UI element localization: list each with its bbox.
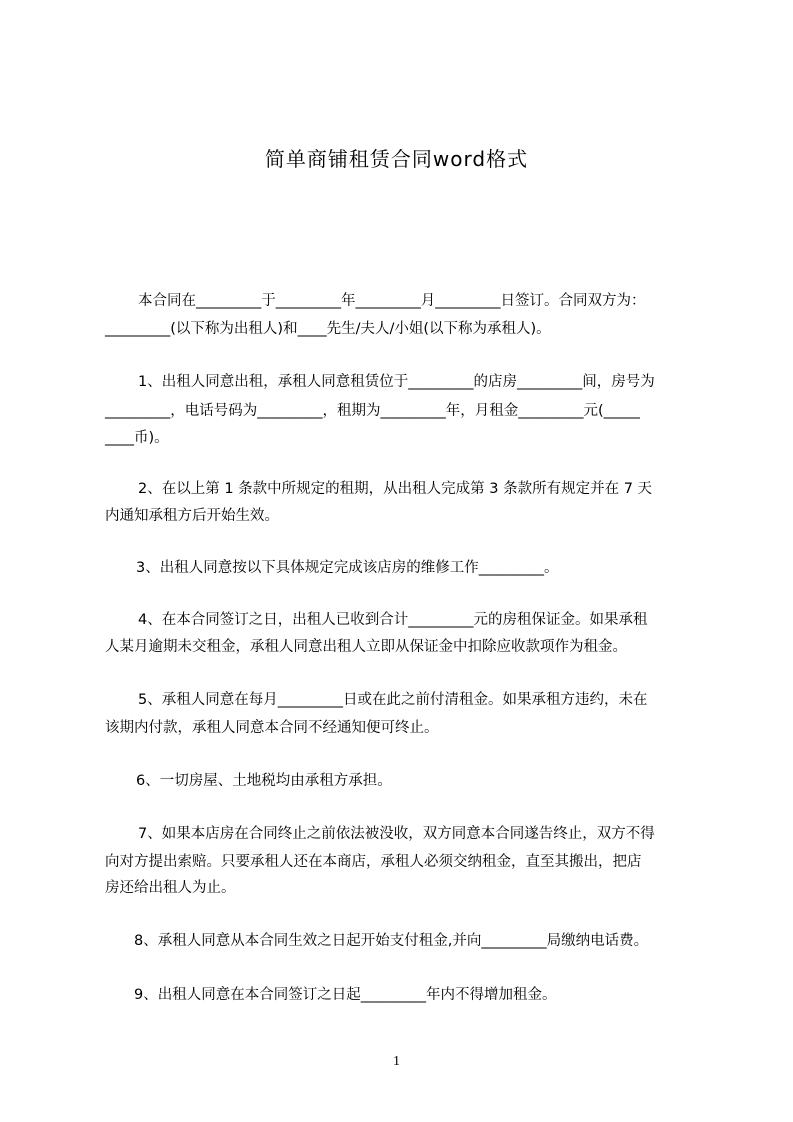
clause-7-line-3: 房还给出租人为止。 — [105, 880, 236, 896]
intro-line-2: _________(以下称为出租人)和____先生/夫人/小姐(以下称为承租人)。 — [105, 321, 551, 337]
intro-line-1: 本合同在_________于_________年_________月_________日签订。合同双方为： — [138, 293, 646, 309]
clause-1-line-2: _________，电话号码为_________，租期为_________年，月租金_________元(_____ — [105, 403, 640, 419]
clause-1-line-1: 1、出租人同意出租，承租人同意租赁位于_________的店房_________间，房号为 — [138, 374, 655, 390]
clause-7-line-2: 向对方提出索赔。只要承租人还在本商店，承租人必须交纳租金，直至其搬出，把店 — [105, 854, 642, 870]
clause-2-line-1: 2、在以上第 1 条款中所规定的租期，从出租人完成第 3 条款所有规定并在 7 天 — [138, 481, 653, 497]
clause-5-line-1: 5、承租人同意在每月_________日或在此之前付清租金。如果承租方违约，未在 — [138, 692, 648, 708]
clause-7-line-1: 7、如果本店房在合同终止之前依法被没收，双方同意本合同遂告终止，双方不得 — [138, 826, 655, 842]
clause-1-line-3: ____币)。 — [105, 430, 169, 446]
clause-8-line-1: 8、承租人同意从本合同生效之日起开始支付租金,并向_________局缴纳电话费。 — [134, 933, 649, 949]
clause-4-line-2: 人某月逾期未交租金，承租人同意出租人立即从保证金中扣除应收款项作为租金。 — [105, 639, 627, 655]
clause-9-line-1: 9、出租人同意在本合同签订之日起_________年内不得增加租金。 — [134, 987, 557, 1003]
clause-3-line-1: 3、出租人同意按以下具体规定完成该店房的维修工作_________。 — [136, 560, 559, 576]
clause-5-line-2: 该期内付款，承租人同意本合同不经通知便可终止。 — [105, 720, 439, 736]
clause-2-line-2: 内通知承租方后开始生效。 — [105, 508, 279, 524]
clause-4-line-1: 4、在本合同签订之日，出租人已收到合计_________元的房租保证金。如果承租 — [138, 612, 648, 628]
document-title: 简单商铺租赁合同word格式 — [264, 147, 529, 171]
page-number: 1 — [393, 1054, 400, 1069]
clause-6-line-1: 6、一切房屋、土地税均由承租方承担。 — [136, 773, 392, 789]
